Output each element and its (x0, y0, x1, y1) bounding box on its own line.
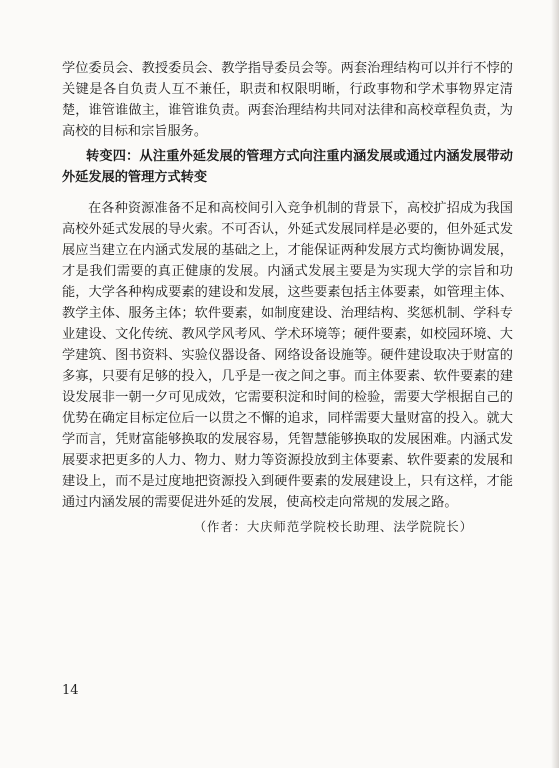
author-note: （作者：大庆师范学院校长助理、法学院院长） (193, 520, 473, 534)
page-edge-shadow (551, 0, 559, 768)
document-body (62, 58, 513, 538)
paragraph-governance-structure: 学位委员会、教授委员会、教学指导委员会等。两套治理结构可以并行不悖的关键是各自负责人互不兼任，职责和权限明晰，行政事物和学术事物界定清楚，谁管谁做主，谁管谁负责。两套治理结构共同对法律和高校章程负责，为高校的目标和宗旨服务。 (62, 61, 513, 139)
section-heading-transition-four: 转变四：从注重外延发展的管理方式向注重内涵发展或通过内涵发展带动外延发展的管理方式转变 (62, 149, 513, 185)
page-number: 14 (62, 683, 79, 698)
paragraph-connotative-development: 在各种资源准备不足和高校间引入竞争机制的背景下，高校扩招成为我国高校外延式发展的导火索。不可否认，外延式发展同样是必要的，但外延式发展应当建立在内涵式发展的基础之上，才能保证两种发展方式均衡协调发展，才是我们需要的真正健康的发展。内涵式发展主要是为实现大学的宗旨和功能，大学各种构成要素的建设和发展，这些要素包括主体要素，如管理主体、教学主体、服务主体；软件要素，如制度建设、治理结构、奖惩机制、学科专业建设、文化传统、教风学风考风、学术环境等；硬件要素，如校园环境、大学建筑、图书资料、实验仪器设备、网络设备设施等。硬件建设取决于财富的多寡，只要有足够的投入，几乎是一夜之间之事。而主体要素、软件要素的建设发展非一朝一夕可见成效，它需要积淀和时间的检验，需要大学根据自己的优势在确定目标定位后一以贯之不懈的追求，同样需要大量财富的投入。就大学而言，凭财富能够换取的发展容易，凭智慧能够换取的发展困难。内涵式发展要求把更多的人力、物力、财力等资源投放到主体要素、软件要素的发展和建设上，而不是过度地把资源投入到硬件要素的发展建设上，只有这样，才能通过内涵发展的需要促进外延的发展，使高校走向常规的发展之路。 (62, 201, 513, 510)
